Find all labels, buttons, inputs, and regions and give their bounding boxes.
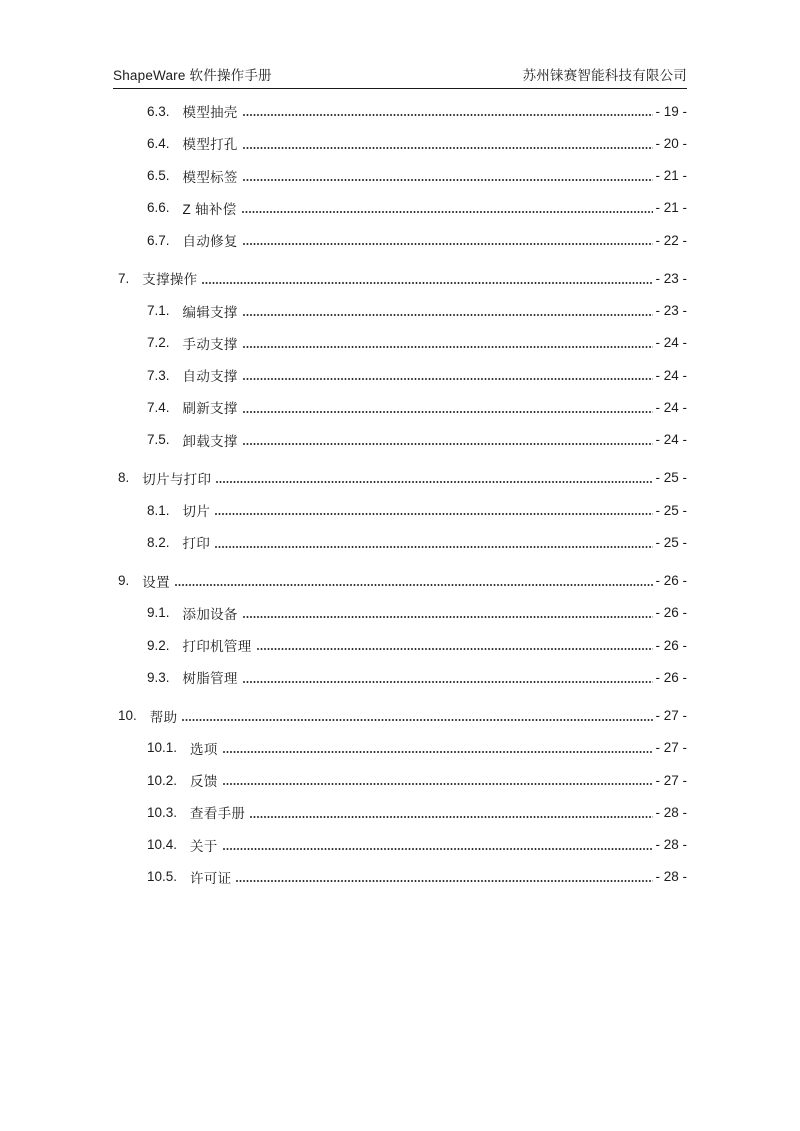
toc-entry-label: 查看手册 bbox=[190, 806, 246, 822]
toc-entry-page: - 24 - bbox=[655, 399, 687, 415]
toc-entry-number: 6.6. bbox=[147, 200, 170, 216]
toc-entry-page: - 21 - bbox=[655, 168, 687, 184]
toc-entry[interactable] bbox=[113, 629, 687, 661]
toc-entry-number: 9.2. bbox=[147, 637, 170, 653]
toc-entry-page: - 23 - bbox=[655, 303, 687, 319]
toc-entry-number: 8.2. bbox=[147, 534, 170, 550]
dot-leader bbox=[223, 783, 654, 785]
toc-entry-page: - 24 - bbox=[655, 335, 687, 351]
toc-entry-page: - 25 - bbox=[655, 534, 687, 550]
toc-entry-page: - 21 - bbox=[655, 200, 687, 216]
toc-entry-number: 6.7. bbox=[147, 232, 170, 248]
dot-leader bbox=[243, 147, 654, 149]
dot-leader bbox=[216, 481, 653, 483]
dot-leader bbox=[243, 411, 654, 413]
toc-entry-number: 7.1. bbox=[147, 303, 170, 319]
toc-entry[interactable] bbox=[113, 192, 687, 224]
toc-entry-label: 切片与打印 bbox=[142, 471, 212, 487]
toc-entry[interactable] bbox=[113, 160, 687, 192]
toc-entry-number: 10.3. bbox=[147, 804, 178, 820]
table-of-contents bbox=[113, 95, 687, 893]
toc-entry-page: - 28 - bbox=[655, 837, 687, 853]
toc-entry-label: 添加设备 bbox=[182, 606, 238, 622]
toc-entry-page: - 27 - bbox=[655, 740, 687, 756]
toc-entry-number: 8.1. bbox=[147, 502, 170, 518]
toc-entry-label: 关于 bbox=[190, 838, 218, 854]
toc-entry-label: 模型抽壳 bbox=[182, 105, 238, 121]
toc-entry[interactable] bbox=[113, 462, 687, 494]
toc-entry-number: 7.5. bbox=[147, 432, 170, 448]
toc-entry[interactable] bbox=[113, 424, 687, 456]
toc-entry[interactable] bbox=[113, 95, 687, 127]
toc-entry[interactable] bbox=[113, 700, 687, 732]
toc-entry-number: 7. bbox=[118, 270, 130, 286]
toc-entry-number: 8. bbox=[118, 470, 130, 486]
toc-entry[interactable] bbox=[113, 597, 687, 629]
toc-entry-page: - 26 - bbox=[655, 669, 687, 685]
toc-entry[interactable] bbox=[113, 391, 687, 423]
toc-entry-label: 树脂管理 bbox=[182, 671, 238, 687]
page-header bbox=[113, 0, 687, 89]
toc-entry[interactable] bbox=[113, 526, 687, 558]
header-company-name: 苏州铼赛智能科技有限公司 bbox=[522, 68, 687, 83]
toc-entry-page: - 20 - bbox=[655, 135, 687, 151]
dot-leader bbox=[243, 378, 654, 380]
toc-entry-label: 卸载支撑 bbox=[182, 433, 238, 449]
toc-entry-page: - 26 - bbox=[655, 605, 687, 621]
toc-entry[interactable] bbox=[113, 861, 687, 893]
toc-entry[interactable] bbox=[113, 494, 687, 526]
toc-entry-number: 10.2. bbox=[147, 772, 178, 788]
toc-entry-label: 模型打孔 bbox=[182, 137, 238, 153]
toc-entry[interactable] bbox=[113, 661, 687, 693]
dot-leader bbox=[242, 211, 654, 213]
toc-entry-number: 7.2. bbox=[147, 335, 170, 351]
dot-leader bbox=[243, 114, 654, 116]
toc-entry-label: 手动支撑 bbox=[182, 336, 238, 352]
toc-entry-label: 模型标签 bbox=[182, 169, 238, 185]
toc-entry-page: - 19 - bbox=[655, 103, 687, 119]
toc-entry-label: Z 轴补偿 bbox=[182, 201, 237, 217]
toc-entry-page: - 28 - bbox=[655, 804, 687, 820]
toc-entry-number: 6.4. bbox=[147, 135, 170, 151]
dot-leader bbox=[243, 346, 654, 348]
dot-leader bbox=[257, 648, 654, 650]
toc-entry-label: 选项 bbox=[190, 741, 218, 757]
toc-entry-label: 设置 bbox=[142, 574, 170, 590]
dot-leader bbox=[215, 513, 653, 515]
toc-entry-label: 自动修复 bbox=[182, 234, 238, 250]
toc-entry[interactable] bbox=[113, 127, 687, 159]
toc-entry-label: 打印机管理 bbox=[182, 639, 252, 655]
toc-entry-number: 6.5. bbox=[147, 168, 170, 184]
toc-entry[interactable] bbox=[113, 224, 687, 256]
dot-leader bbox=[182, 719, 653, 721]
dot-leader bbox=[243, 243, 654, 245]
toc-entry-page: - 25 - bbox=[655, 470, 687, 486]
toc-entry-number: 10. bbox=[118, 708, 137, 724]
toc-entry[interactable] bbox=[113, 565, 687, 597]
toc-entry-page: - 26 - bbox=[655, 573, 687, 589]
toc-entry[interactable] bbox=[113, 829, 687, 861]
toc-entry-label: 打印 bbox=[182, 536, 211, 552]
toc-entry-label: 切片 bbox=[182, 504, 211, 520]
dot-leader bbox=[175, 584, 654, 586]
toc-entry-number: 9.1. bbox=[147, 605, 170, 621]
dot-leader bbox=[243, 314, 654, 316]
toc-entry-page: - 24 - bbox=[655, 367, 687, 383]
dot-leader bbox=[243, 616, 654, 618]
dot-leader bbox=[202, 282, 653, 284]
toc-entry-number: 6.3. bbox=[147, 103, 170, 119]
toc-entry-label: 帮助 bbox=[149, 709, 178, 725]
toc-entry-page: - 26 - bbox=[655, 637, 687, 653]
dot-leader bbox=[223, 751, 654, 753]
dot-leader bbox=[250, 816, 653, 818]
toc-entry-number: 10.5. bbox=[147, 869, 178, 885]
toc-entry-number: 7.4. bbox=[147, 399, 170, 415]
toc-entry-number: 7.3. bbox=[147, 367, 170, 383]
toc-entry-page: - 23 - bbox=[655, 270, 687, 286]
toc-entry-page: - 27 - bbox=[655, 772, 687, 788]
toc-entry-label: 许可证 bbox=[190, 870, 232, 886]
toc-entry-page: - 28 - bbox=[655, 869, 687, 885]
toc-entry-number: 9. bbox=[118, 573, 130, 589]
dot-leader bbox=[223, 848, 654, 850]
dot-leader bbox=[243, 681, 654, 683]
toc-entry[interactable] bbox=[113, 327, 687, 359]
toc-entry-page: - 25 - bbox=[655, 502, 687, 518]
toc-entry-label: 自动支撑 bbox=[182, 369, 238, 385]
header-document-title: ShapeWare 软件操作手册 bbox=[113, 68, 272, 83]
toc-entry[interactable] bbox=[113, 295, 687, 327]
toc-entry-page: - 22 - bbox=[655, 232, 687, 248]
toc-entry[interactable] bbox=[113, 359, 687, 391]
dot-leader bbox=[243, 443, 654, 445]
toc-entry[interactable] bbox=[113, 796, 687, 828]
toc-entry-number: 10.4. bbox=[147, 837, 178, 853]
toc-entry-label: 刷新支撑 bbox=[182, 401, 238, 417]
toc-entry[interactable] bbox=[113, 764, 687, 796]
toc-entry-page: - 24 - bbox=[655, 432, 687, 448]
dot-leader bbox=[236, 880, 653, 882]
toc-entry[interactable] bbox=[113, 262, 687, 294]
toc-entry-number: 10.1. bbox=[147, 740, 178, 756]
dot-leader bbox=[215, 546, 653, 548]
toc-entry[interactable] bbox=[113, 732, 687, 764]
toc-entry-number: 9.3. bbox=[147, 669, 170, 685]
toc-entry-label: 支撑操作 bbox=[142, 272, 198, 288]
dot-leader bbox=[243, 179, 654, 181]
toc-entry-label: 反馈 bbox=[190, 774, 218, 790]
toc-entry-label: 编辑支撑 bbox=[182, 304, 238, 320]
toc-entry-page: - 27 - bbox=[655, 708, 687, 724]
